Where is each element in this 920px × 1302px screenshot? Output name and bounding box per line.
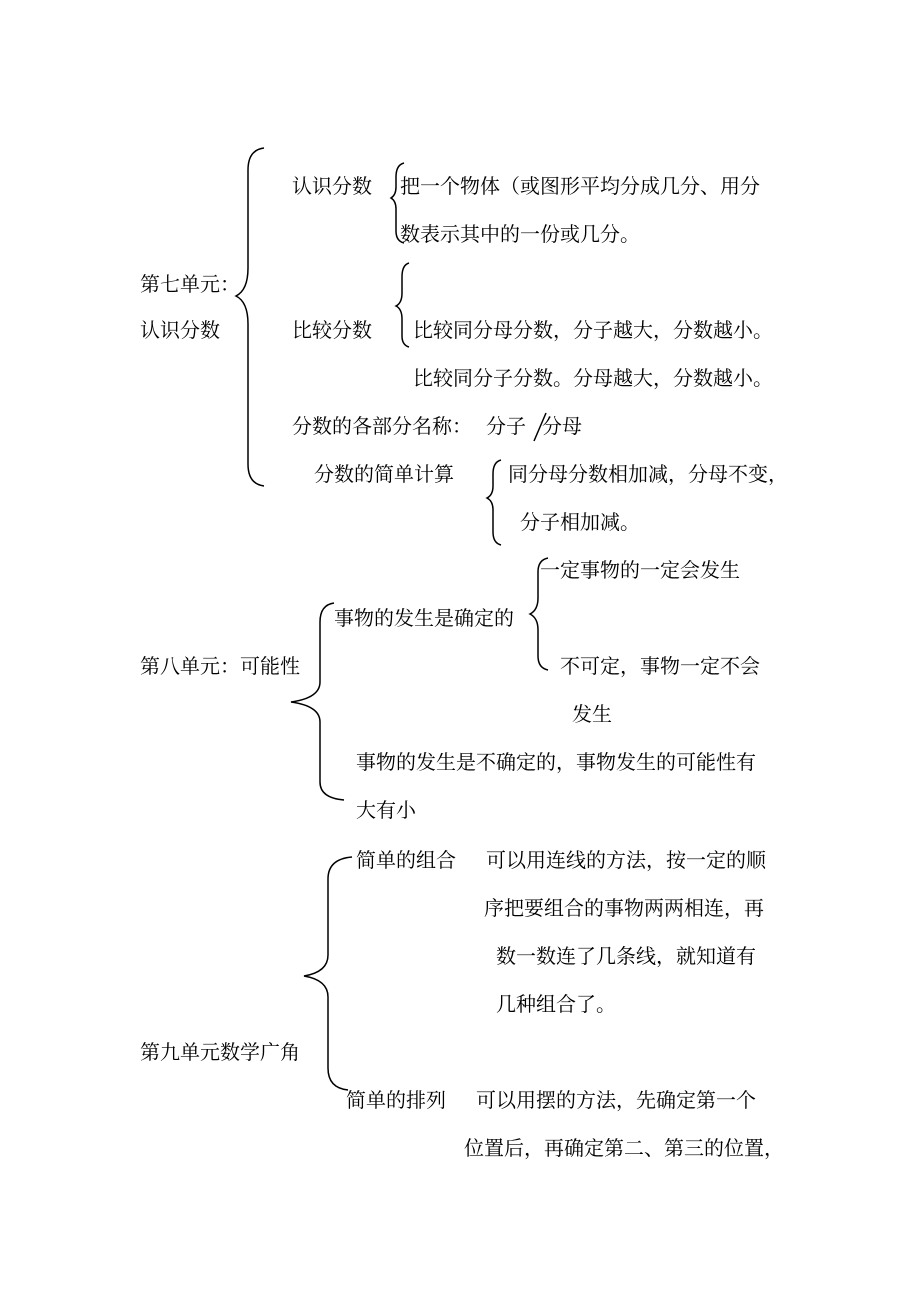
certain-label: 事物的发生是确定的: [334, 606, 514, 630]
certain-wont-line2: 发生: [572, 702, 612, 726]
compare-rule-2: 比较同分子分数。分母越大，分数越小。: [413, 366, 773, 390]
compare-rule-1: 比较同分母分数，分子越大，分数越小。: [413, 318, 773, 342]
unit7-title-line1: 第七单元：: [140, 272, 240, 296]
recognize-text-line1: 把一个物体（或图形平均分成几分、用分: [400, 174, 760, 198]
compare-label: 比较分数: [292, 318, 372, 342]
combination-line1: 可以用连线的方法，按一定的顺: [486, 848, 766, 872]
recognize-label: 认识分数: [292, 174, 372, 198]
certain-will-happen: 一定事物的一定会发生: [540, 558, 740, 582]
compare-brace: [396, 263, 409, 347]
certain-wont-line1: 不可定，事物一定不会: [560, 654, 760, 678]
simple-calc-label: 分数的简单计算: [314, 462, 454, 486]
combination-line3: 数一数连了几条线，就知道有: [496, 944, 756, 968]
arrangement-line1: 可以用摆的方法，先确定第一个: [476, 1088, 756, 1112]
unit7-main-brace: [236, 148, 264, 486]
uncertain-line1: 事物的发生是不确定的，事物发生的可能性有: [356, 750, 756, 774]
unit9-main-brace: [304, 857, 352, 1090]
combination-label: 简单的组合: [356, 848, 456, 872]
simple-calc-line2: 分子相加减。: [520, 510, 640, 534]
unit7-title-line2: 认识分数: [140, 318, 220, 342]
uncertain-line2: 大有小: [356, 798, 416, 822]
arrangement-line2: 位置后，再确定第二、第三的位置，: [464, 1136, 784, 1160]
simple-calc-brace: [487, 460, 501, 545]
fraction-parts-label: 分数的各部分名称：: [292, 414, 472, 438]
fraction-denominator: 分母: [542, 414, 582, 438]
recognize-text-line2: 数表示其中的一份或几分。: [400, 222, 640, 246]
unit8-main-brace: [291, 603, 344, 800]
fraction-numerator: 分子: [486, 414, 526, 438]
simple-calc-line1: 同分母分数相加减，分母不变，: [508, 462, 788, 486]
unit9-title: 第九单元数学广角: [140, 1040, 300, 1064]
combination-line4: 几种组合了。: [496, 992, 616, 1016]
combination-line2: 序把要组合的事物两两相连，再: [484, 896, 764, 920]
unit8-title: 第八单元：可能性: [140, 654, 300, 678]
arrangement-label: 简单的排列: [346, 1088, 446, 1112]
